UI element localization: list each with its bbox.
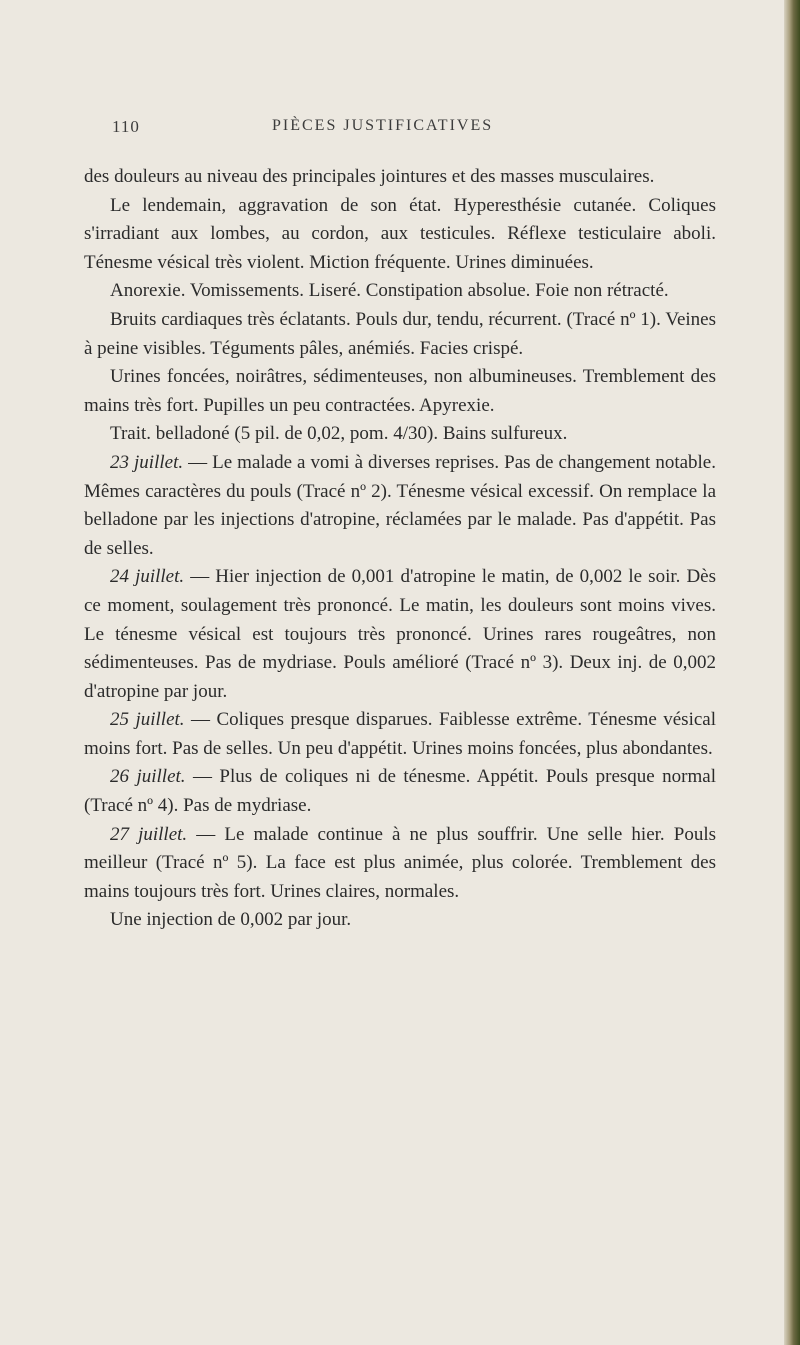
paragraph-text: des douleurs au niveau des principales jointures et des masses musculaires.: [84, 166, 655, 187]
entry-date: 26 juillet.: [110, 766, 186, 788]
entry-date: 24 juillet.: [110, 566, 185, 588]
paragraph: [84, 277, 716, 306]
paragraph-text: Une injection de 0,002 par jour.: [110, 909, 352, 931]
paragraph: [84, 563, 716, 706]
paragraph: [84, 363, 716, 420]
paragraph-text: Urines foncées, noirâtres, sédimenteuses, non albumineuses. Tremblement des mains très fort. Pupilles un peu contractées. Apyrexie.: [84, 366, 716, 416]
paragraph: [84, 821, 716, 907]
paragraph-text: — Le malade continue à ne plus souffrir. Une selle hier. Pouls meilleur (Tracé nº 5). La face est plus animée, plus colorée. Tremblement des mains toujours très fort. Urines claires, normales.: [84, 823, 717, 902]
paragraph-text: Anorexie. Vomissements. Liseré. Constipation absolue. Foie non rétracté.: [110, 280, 669, 302]
paragraph: [84, 306, 716, 363]
paragraph-text: Bruits cardiaques très éclatants. Pouls dur, tendu, récurrent. (Tracé nº 1). Veines à peine visibles. Téguments pâles, anémiés. Facies crispé.: [84, 308, 716, 359]
paragraph: [84, 420, 716, 449]
paragraph-text: — Hier injection de 0,001 d'atropine le matin, de 0,002 le soir. Dès ce moment, soulagement très prononcé. Le matin, les douleurs sont moins vives. Le ténesme vésical est toujours très prononcé. Urines rares rougeâtres, non sédimenteuses. Pas de mydriase. Pouls amélioré (Tracé nº 3). Deux inj. de 0,002 d'atropine par jour.: [84, 566, 717, 702]
page-number: 110: [112, 117, 140, 136]
paragraph: [84, 163, 716, 192]
paragraph-text: Le lendemain, aggravation de son état. Hyperesthésie cutanée. Coliques s'irradiant aux lombes, au cordon, aux testicules. Réflexe testiculaire aboli. Ténesme vésical très violent. Miction fréquente. Urines diminuées.: [84, 194, 716, 273]
entry-date: 25 juillet.: [110, 709, 185, 731]
paragraph: [84, 449, 716, 563]
entry-date: 23 juillet.: [110, 451, 184, 473]
page-header: [112, 117, 712, 147]
entry-date: 27 juillet.: [110, 823, 188, 845]
paragraph-text: — Plus de coliques ni de ténesme. Appétit. Pouls presque normal (Tracé nº 4). Pas de mydriase.: [84, 766, 716, 817]
paragraph: [84, 706, 716, 763]
paragraph-text: Trait. belladoné (5 pil. de 0,02, pom. 4/30). Bains sulfureux.: [110, 423, 568, 445]
paragraph-text: — Le malade a vomi à diverses reprises. Pas de changement notable. Mêmes caractères du pouls (Tracé nº 2). Ténesme vésical excessif. On remplace la belladone par les injections d'atropine, réclamées par le malade. Pas d'appétit. Pas de selles.: [84, 451, 716, 559]
paragraph: [84, 192, 716, 278]
body-text: [84, 163, 716, 935]
running-title: PIÈCES JUSTIFICATIVES: [272, 117, 494, 134]
page-edge: [784, 0, 800, 1345]
paragraph: [84, 763, 716, 820]
paragraph: [84, 906, 716, 935]
paragraph-text: — Coliques presque disparues. Faiblesse extrême. Ténesme vésical moins fort. Pas de selles. Un peu d'appétit. Urines moins foncées, plus abondantes.: [84, 709, 717, 759]
